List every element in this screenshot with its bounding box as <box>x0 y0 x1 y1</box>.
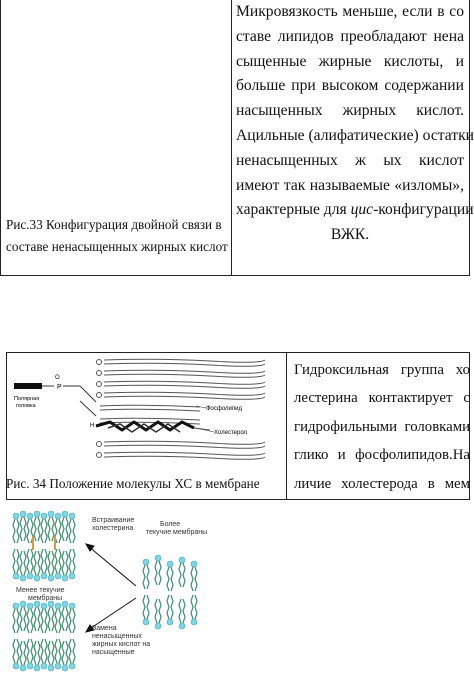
label-less-fluid: мембраны <box>28 595 63 602</box>
paragraph-line: Гидроксильная группа хо <box>294 362 470 378</box>
label-replace: жирных кислот на <box>92 641 151 648</box>
headgroup-circle <box>97 442 102 447</box>
membrane-fluidity-figure <box>6 506 246 678</box>
arrows <box>86 544 136 632</box>
paragraph-line <box>236 198 474 223</box>
paragraph-line: Микровязкость меньше, если в со <box>236 3 464 20</box>
dense-membrane-top <box>13 511 75 581</box>
caption-line: Рис.33 Конфигурация двойной связи в <box>6 217 222 232</box>
phosphorus-label: P <box>57 384 62 391</box>
tail <box>104 370 265 373</box>
tail <box>100 405 200 407</box>
label-less-fluid: Менее текучие <box>16 587 65 594</box>
dense-membrane-bottom <box>13 601 75 671</box>
headgroup-circle <box>97 371 102 376</box>
table-1-divider <box>231 0 232 276</box>
paragraph-line: больше при высоком содержании <box>236 77 464 95</box>
caption-line: составе ненасыщенных жирных кислот <box>6 239 228 254</box>
paragraph-line: сыщенные жирные кислоты, и <box>236 52 464 70</box>
paragraph-line: Ацильные (алифатические) остатки <box>236 126 474 144</box>
tail <box>104 456 265 459</box>
label-replace: ненасыщенных <box>92 633 142 640</box>
oxygen-label: O <box>55 375 60 381</box>
bond <box>80 401 96 416</box>
label-more-fluid: Более <box>160 521 181 528</box>
tail <box>104 385 265 388</box>
paragraph-line: ненасыщенных ж ых кислот <box>236 151 464 169</box>
headgroup-circle <box>97 453 102 458</box>
label-replace: Замена <box>92 625 117 632</box>
table-2-divider <box>286 353 287 499</box>
paragraph-line: ставе липидов преобладают нена <box>236 27 464 45</box>
figure-labels <box>16 517 207 656</box>
paragraph-line: насыщенных жирных кислот. <box>236 102 464 120</box>
tail <box>104 396 265 399</box>
polar-head-block <box>14 383 42 389</box>
leader-line <box>196 428 214 432</box>
paragraph-line: ВЖК. <box>330 226 370 244</box>
tail <box>104 374 265 377</box>
polar-head-label: головка <box>16 403 36 409</box>
figure-33-caption <box>6 214 228 258</box>
tail <box>104 363 265 366</box>
italic-cis: цис <box>350 201 374 219</box>
tail <box>104 392 265 395</box>
text-span: характерные для <box>236 201 351 219</box>
cholesterol-label: Холестерол <box>214 430 248 436</box>
headgroup-circle <box>97 360 102 365</box>
paragraph-line: имеют так называемые «изломы», <box>236 176 464 194</box>
phospholipid-label: Фосфолипид <box>206 406 242 412</box>
cholesterol-rings <box>96 422 194 430</box>
paragraph-line: личие холестерода в мем <box>294 475 470 492</box>
tail <box>100 409 200 411</box>
tail <box>104 441 265 444</box>
paragraph-line: гидрофильными головками <box>294 418 470 435</box>
text-span: -конфигурации <box>373 201 474 219</box>
paragraph-line: лестерина контактирует с <box>294 390 470 407</box>
block-2-paragraph <box>294 356 470 498</box>
tail <box>100 418 200 420</box>
label-insert: холестерина <box>92 525 134 532</box>
paragraph-line: глико и фосфолипидов.На <box>294 447 470 464</box>
label-replace: насыщенные <box>92 649 135 656</box>
polar-head-label: Полярная <box>14 396 40 402</box>
tail <box>104 381 265 384</box>
figure-34-caption: Рис. 34 Положение молекулы ХС в мембране <box>6 476 260 491</box>
block-1-paragraph <box>236 0 474 248</box>
bond <box>80 386 96 402</box>
fluid-membrane <box>143 555 197 629</box>
tail <box>104 452 265 455</box>
membrane-molecule-diagram <box>10 356 276 468</box>
hydrogen-label: H <box>90 423 95 429</box>
tail <box>104 445 265 448</box>
headgroup-circle <box>97 393 102 398</box>
tail <box>104 359 265 362</box>
label-more-fluid: текучие мембраны <box>146 529 208 536</box>
label-insert: Встраивание <box>92 517 135 524</box>
headgroup-circle <box>97 382 102 387</box>
